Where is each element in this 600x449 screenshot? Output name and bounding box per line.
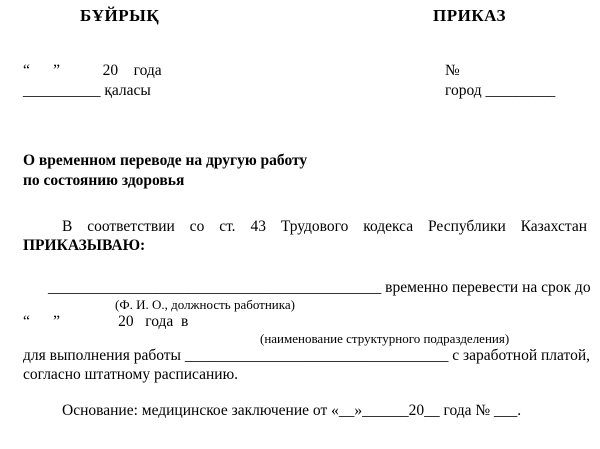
date-number-row	[23, 61, 587, 81]
work-line-suffix: с заработной платой,	[448, 347, 591, 364]
order-command: ПРИКАЗЫВАЮ:	[23, 237, 146, 254]
document-subject	[23, 151, 587, 191]
date-left	[23, 61, 305, 81]
transfer-text: временно перевести на срок до	[381, 279, 591, 296]
title-russian: ПРИКАЗ	[433, 6, 506, 25]
transfer-date-line: “ ” 20 года в	[23, 313, 189, 330]
header-right-column	[305, 6, 587, 27]
work-line	[23, 347, 591, 365]
transfer-line	[23, 279, 591, 297]
city-russian-blank: город _________	[445, 82, 556, 99]
number-right	[305, 61, 587, 81]
subject-line-1: О временном переводе на другую работу	[23, 152, 308, 169]
city-row	[23, 81, 587, 101]
city-left	[23, 81, 305, 101]
preamble	[23, 217, 587, 255]
work-line-prefix: для выполнения работы	[23, 347, 185, 364]
order-number-label: №	[445, 62, 460, 79]
medical-basis-line: Основание: медицинское заключение от «__»______20__ года № ___.	[62, 402, 522, 419]
document-header	[23, 6, 587, 27]
city-kazakh-blank: __________ қаласы	[23, 82, 151, 99]
employee-name-blank: ___________________________________________	[48, 279, 382, 296]
header-left-column	[23, 6, 305, 27]
position-blank: __________________________________	[184, 347, 449, 364]
city-right	[305, 81, 587, 101]
staffing-line: согласно штатному расписанию.	[23, 366, 239, 383]
date-blank-line: “ ” 20 года	[23, 62, 162, 79]
employee-name-caption: (Ф. И. О., должность работника)	[115, 297, 295, 312]
title-kazakh: БҰЙРЫҚ	[80, 6, 160, 25]
subject-line-2: по состоянию здоровья	[23, 172, 185, 189]
legal-basis-line: В соответствии со ст. 43 Трудового кодекса Республики Казахстан	[62, 218, 587, 235]
department-caption: (наименование структурного подразделения)	[260, 331, 510, 346]
